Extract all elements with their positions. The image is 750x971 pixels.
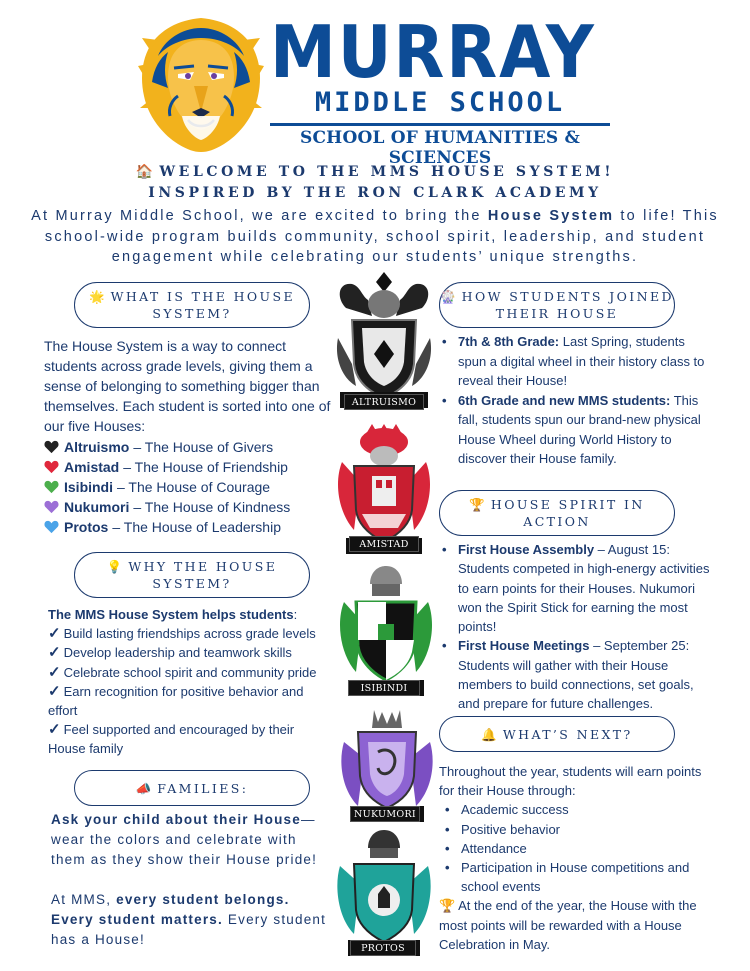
spirit-heading-line2: ACTION xyxy=(523,514,591,529)
next-section xyxy=(439,762,719,954)
title-divider xyxy=(270,123,610,126)
families-text-1: — wear the colors and celebrate with them as they show their House pride! xyxy=(51,812,318,867)
why-item-continued: effort xyxy=(48,703,78,719)
next-heading xyxy=(439,716,675,752)
heart-icon xyxy=(44,520,59,534)
welcome-heading xyxy=(0,162,750,204)
checkmark-icon: ✓ xyxy=(48,663,61,681)
why-item-continued: House family xyxy=(48,741,124,757)
families-bold-2: every student belongs. Every student matters. xyxy=(51,892,290,927)
house-name: Amistad xyxy=(64,459,120,475)
spirit-heading xyxy=(439,490,675,536)
school-title: MURRAY xyxy=(270,10,596,94)
crest-banner-protos: PROTOS xyxy=(350,940,416,956)
house-item-isibindi xyxy=(44,477,334,497)
house-desc: – The House of Givers xyxy=(133,439,274,455)
why-item-text: Celebrate school spirit and community pride xyxy=(63,664,317,680)
what-is-heading xyxy=(74,282,310,328)
intro-text-1: At Murray Middle School, we are excited to bring the xyxy=(31,208,488,224)
checkmark-icon: ✓ xyxy=(48,682,61,700)
why-heading xyxy=(74,552,310,598)
house-name: Altruismo xyxy=(64,439,130,455)
house-name: Nukumori xyxy=(64,499,130,515)
spirit-item-bold: First House Meetings xyxy=(458,638,590,654)
school-tagline: SCHOOL OF HUMANITIES & SCIENCES xyxy=(299,128,581,168)
checkmark-icon: ✓ xyxy=(48,721,61,739)
intro-bold: House System xyxy=(487,208,615,224)
house-icon: 🏠 xyxy=(135,164,154,180)
checkmark-icon: ✓ xyxy=(48,625,61,643)
next-closing-text: At the end of the year, the House with the most points will be rewarded with a House Celebration in May. xyxy=(439,898,697,952)
how-list xyxy=(440,332,710,469)
crest-banner-amistad: AMISTAD xyxy=(349,536,419,552)
spirit-list xyxy=(440,540,710,714)
spirit-item-bold: First House Assembly xyxy=(458,542,595,557)
protos-crest xyxy=(334,826,434,958)
heart-icon xyxy=(44,460,59,474)
trophy-icon: 🏆 xyxy=(439,898,456,914)
house-name: Isibindi xyxy=(64,479,113,495)
how-item xyxy=(440,391,710,469)
lightbulb-icon: 💡 xyxy=(106,559,123,574)
why-item xyxy=(48,624,330,643)
families-paragraph-1 xyxy=(51,810,335,870)
why-item xyxy=(48,643,330,662)
why-item xyxy=(48,663,330,682)
house-item-amistad xyxy=(44,457,334,477)
welcome-line-2: INSPIRED BY THE RON CLARK ACADEMY xyxy=(148,185,602,201)
families-heading xyxy=(74,770,310,806)
families-heading-text: FAMILIES: xyxy=(157,780,249,796)
spirit-item-text: – September 25: Students will gather with their House members to build connections, set goals, and prepare for future challenges. xyxy=(458,638,694,712)
why-item-text: Build lasting friendships across grade levels xyxy=(63,626,316,642)
crest-banner-altruismo: ALTRUISMO xyxy=(344,394,424,410)
checkmark-icon: ✓ xyxy=(48,644,61,662)
why-heading-line2: SYSTEM? xyxy=(152,576,232,591)
why-heading-line1: WHY THE HOUSE xyxy=(128,559,278,574)
heart-icon xyxy=(44,500,59,514)
how-item-bold: 6th Grade and new MMS students: xyxy=(458,392,671,408)
how-heading-line2: THEIR HOUSE xyxy=(495,306,619,321)
house-item-protos xyxy=(44,517,334,537)
intro-paragraph xyxy=(16,206,734,268)
house-item-altruismo xyxy=(44,437,334,457)
amistad-crest xyxy=(332,422,436,554)
families-body xyxy=(51,810,335,950)
spirit-heading-line1: HOUSE SPIRIT IN xyxy=(490,497,645,512)
why-item xyxy=(48,682,330,701)
next-heading-text: WHAT’S NEXT? xyxy=(502,726,633,742)
welcome-line-1: WELCOME TO THE MMS HOUSE SYSTEM! xyxy=(159,164,615,180)
house-name: Protos xyxy=(64,519,109,535)
why-lead xyxy=(48,605,330,624)
bell-icon: 🔔 xyxy=(481,726,497,742)
house-desc: – The House of Kindness xyxy=(133,499,291,515)
families-paragraph-2 xyxy=(51,890,335,950)
next-item: • Academic success xyxy=(443,800,719,819)
why-lead-bold: The MMS House System helps students xyxy=(48,607,294,622)
families-text-2: At MMS, xyxy=(51,892,117,907)
spirit-item xyxy=(440,636,710,713)
lion-head-icon xyxy=(138,16,264,152)
heart-icon xyxy=(44,440,59,454)
why-list xyxy=(48,605,330,759)
how-heading-line1: HOW STUDENTS JOINED xyxy=(461,289,674,304)
next-item: • Attendance xyxy=(443,839,719,858)
trophy-icon: 🏆 xyxy=(469,497,485,512)
house-desc: – The House of Leadership xyxy=(112,519,281,535)
next-item: • Participation in House competitions and school events xyxy=(443,858,719,896)
wheel-icon: 🎡 xyxy=(440,289,456,304)
house-desc: – The House of Friendship xyxy=(123,459,288,475)
isibindi-crest xyxy=(336,562,436,696)
how-heading xyxy=(439,282,675,328)
why-item xyxy=(48,720,330,739)
crest-banner-isibindi: ISIBINDI xyxy=(348,680,420,696)
next-item: • Positive behavior xyxy=(443,820,719,839)
spirit-item-text: – August 15: Students competed in high-energy activities to earn points for their Houses. Nukumori won the Spirit Stick for earning the most points! xyxy=(458,542,710,635)
why-lead-colon: : xyxy=(293,607,298,622)
how-item-bold: 7th & 8th Grade: xyxy=(458,334,560,349)
how-item-text: Last Spring, students spun a digital wheel in their history class to reveal their House! xyxy=(458,334,705,388)
spirit-item xyxy=(440,540,710,636)
star-icon: 🌟 xyxy=(89,289,105,304)
nukumori-crest xyxy=(338,706,436,822)
what-is-body: The House System is a way to connect students across grade levels, giving them a sense of belonging to something bigger than themselves. Each student is sorted into one of our five Houses: xyxy=(44,338,331,434)
heart-icon xyxy=(44,480,59,494)
crest-banner-nukumori: NUKUMORI xyxy=(350,806,420,822)
how-item xyxy=(440,332,710,391)
families-text-3: Every student has a House! xyxy=(51,912,327,947)
megaphone-icon: 📣 xyxy=(135,780,152,796)
why-item-text: Feel supported and encouraged by their xyxy=(63,722,295,738)
altruismo-crest xyxy=(332,268,436,410)
families-bold-1: Ask your child about their House xyxy=(51,812,301,827)
what-is-heading-line2: SYSTEM? xyxy=(152,306,232,321)
how-item-text: This fall, students spun our brand-new physical House Wheel during World History to discover their House family. xyxy=(458,392,701,466)
why-item-text: Develop leadership and teamwork skills xyxy=(63,645,292,661)
next-lead: Throughout the year, students will earn points for their House through: xyxy=(439,764,702,799)
intro-text-2: to life! This school-wide program builds community, school spirit, leadership, and student engagement while celebrating our students’ unique strengths. xyxy=(44,208,719,265)
house-desc: – The House of Courage xyxy=(117,479,271,495)
why-item-text: Earn recognition for positive behavior and xyxy=(63,683,304,699)
next-list xyxy=(443,800,719,896)
school-subtitle: MIDDLE SCHOOL xyxy=(314,87,566,118)
house-item-nukumori xyxy=(44,497,334,517)
next-closing xyxy=(439,896,719,954)
what-is-heading-line1: WHAT IS THE HOUSE xyxy=(110,289,295,304)
house-list xyxy=(44,437,334,537)
